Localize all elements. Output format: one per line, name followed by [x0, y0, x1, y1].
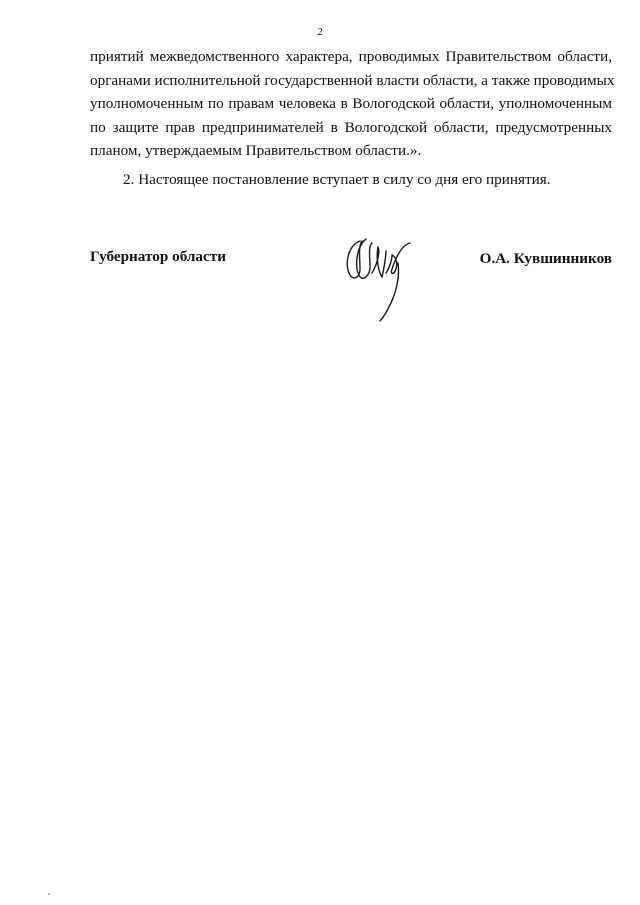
paragraph-line: по защите прав предпринимателей в Вологодской области, предусмотренных — [90, 118, 612, 136]
handwritten-signature — [340, 233, 420, 325]
paragraph-line: приятий межведомственного характера, проводимых Правительством области, — [90, 48, 612, 65]
paragraph-line: органами исполнительной государственной власти области, а также проводимых — [90, 71, 615, 89]
scan-artifact — [48, 893, 50, 895]
signatory-name: О.А. Кувшинников — [479, 250, 612, 267]
signatory-title: Губернатор области — [90, 248, 226, 265]
document-body — [90, 45, 615, 191]
page-number: 2 — [317, 26, 323, 38]
paragraph-effective-date: 2. Настоящее постановление вступает в силу со дня его принятия. — [123, 170, 551, 188]
paragraph-line: уполномоченным по правам человека в Вологодской области, уполномоченным — [90, 95, 612, 112]
paragraph-line: планом, утверждаемым Правительством области.». — [90, 142, 422, 159]
